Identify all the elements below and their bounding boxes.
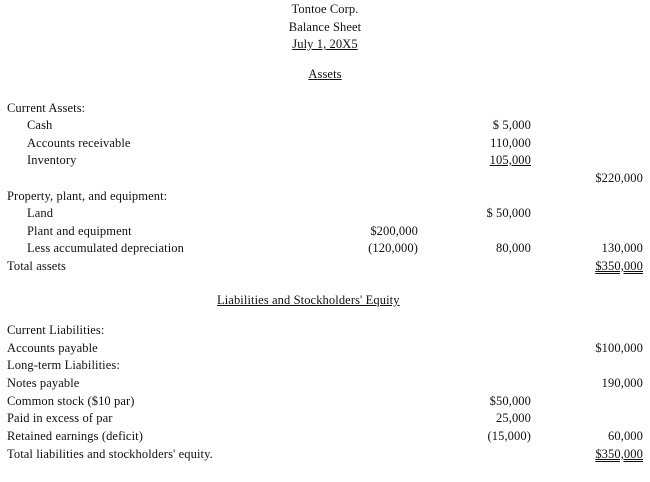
company-name: Tontoe Corp. (291, 2, 359, 16)
accum-depr-label: Less accumulated depreciation (27, 241, 184, 255)
statement-title: Balance Sheet (288, 20, 362, 34)
land-value: $ 50,000 (486, 206, 531, 220)
cash-value: $ 5,000 (492, 118, 531, 132)
current-assets-label: Current Assets: (7, 101, 86, 115)
np-value: 190,000 (601, 376, 643, 390)
statement-date: July 1, 20X5 (292, 37, 358, 51)
inventory-value: 105,000 (489, 153, 531, 167)
ar-value: 110,000 (490, 136, 531, 150)
liabilities-heading: Liabilities and Stockholders' Equity (217, 293, 400, 307)
equity-total: 60,000 (608, 429, 643, 443)
pic-value: 25,000 (496, 411, 531, 425)
ar-label: Accounts receivable (27, 136, 131, 150)
total-liabilities-label: Total liabilities and stockholders' equity. (7, 447, 213, 461)
common-stock-label: Common stock ($10 par) (7, 394, 135, 408)
np-label: Notes payable (7, 376, 80, 390)
total-liabilities-value: $350,000 (595, 447, 643, 461)
pic-label: Paid in excess of par (7, 411, 113, 425)
current-liabilities-label: Current Liabilities: (7, 323, 105, 337)
common-stock-value: $50,000 (489, 394, 531, 408)
current-assets-total: $220,000 (595, 171, 643, 185)
plant-value: $200,000 (370, 224, 418, 238)
total-assets-label: Total assets (7, 259, 66, 273)
retained-earnings-value: (15,000) (487, 429, 531, 443)
assets-heading: Assets (308, 67, 342, 81)
plant-net-value: 80,000 (496, 241, 531, 255)
accum-depr-value: (120,000) (368, 241, 418, 255)
inventory-label: Inventory (27, 153, 77, 167)
ap-value: $100,000 (595, 341, 643, 355)
retained-earnings-label: Retained earnings (deficit) (7, 429, 143, 443)
ppe-total: 130,000 (601, 241, 643, 255)
land-label: Land (27, 206, 54, 220)
lt-liabilities-label: Long-term Liabilities: (7, 358, 120, 372)
ppe-label: Property, plant, and equipment: (7, 189, 168, 203)
ap-label: Accounts payable (7, 341, 98, 355)
plant-label: Plant and equipment (27, 224, 132, 238)
cash-label: Cash (27, 118, 53, 132)
total-assets-value: $350,000 (595, 259, 643, 273)
